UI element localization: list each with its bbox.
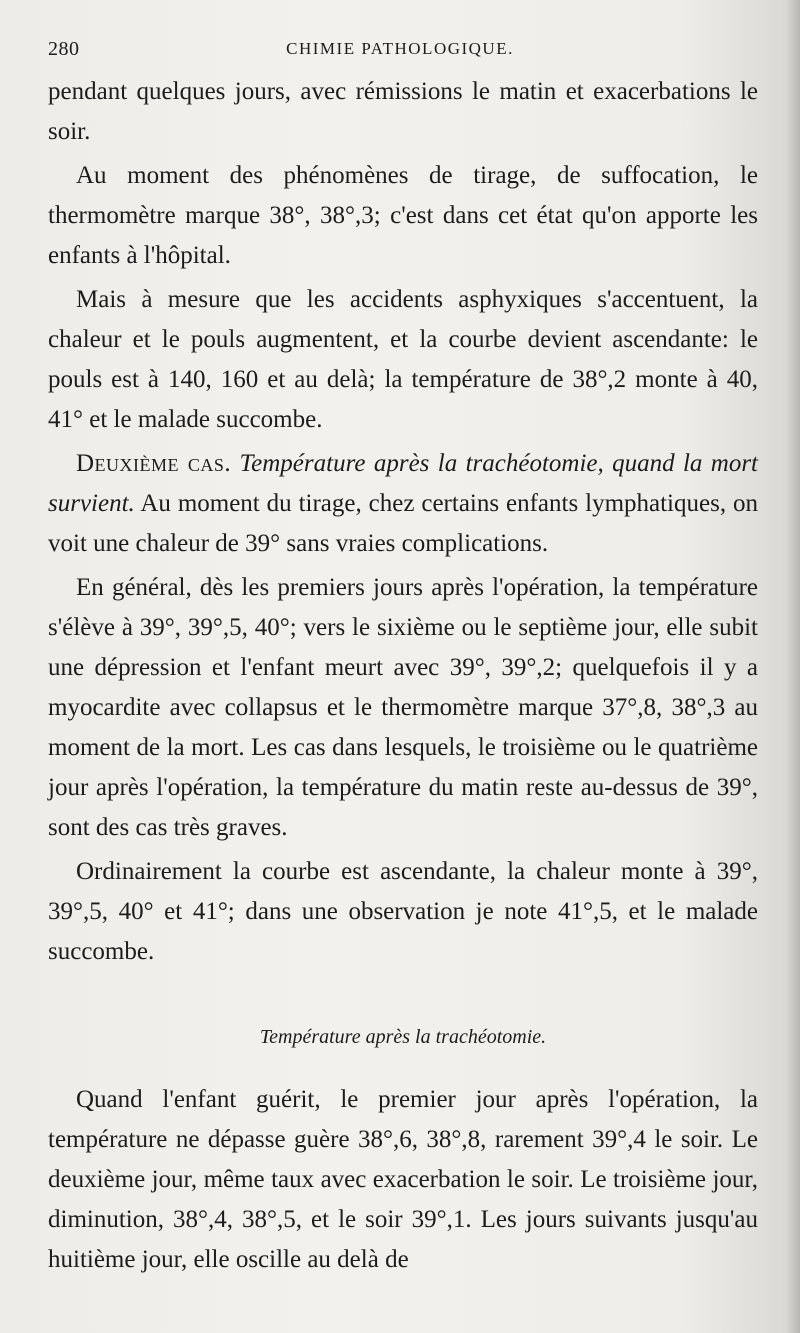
paragraph-en-general: En général, dès les premiers jours après l'opération, la température s'élève à 39°, 39°,5, 40°; vers le sixième ou le septième jour, elle subit une dépression et l'enfant meurt avec 39°, 39°,2; quelquefois il y a myocardite avec collapsus et le thermomètre marque 37°,8, 38°,3 au moment de la mort. Les cas dans lesquels, le troisième ou le quatrième jour après l'opération, la température du matin reste au-dessus de 39°, sont des cas très graves. — [48, 574, 758, 841]
paragraph-guerison: Quand l'enfant guérit, le premier jour après l'opération, la température ne dépasse guère 38°,6, 38°,8, rarement 39°,4 le soir. Le deuxième jour, même taux avec exacerbation le soir. Le troisième jour, diminution, 38°,4, 38°,5, et le soir 39°,1. Les jours suivants jusqu'au huitième jour, elle oscille au delà de — [48, 1086, 758, 1273]
section-subheading: Température après la trachéotomie. — [259, 1026, 547, 1048]
paragraph-ordinairement: Ordinairement la courbe est ascendante, la chaleur monte à 39°, 39°,5, 40° et 41°; dans une observation je note 41°,5, et le malade succombe. — [48, 858, 758, 965]
page-edge-shadow — [786, 0, 800, 1333]
page-header — [48, 38, 752, 68]
paragraph-asphyxie: Mais à mesure que les accidents asphyxiques s'accentuent, la chaleur et le pouls augmentent, et la courbe devient ascendante: le pouls est à 140, 160 et au delà; la température de 38°,2 monte à 40, 41° et le malade succombe. — [48, 286, 758, 433]
paragraph-continuation: pendant quelques jours, avec rémissions le matin et exacerbations le soir. — [48, 78, 758, 145]
case-lead: Deuxième cas. — [76, 450, 232, 477]
running-head: CHIMIE PATHOLOGIQUE. — [286, 39, 514, 58]
page-body — [48, 72, 758, 1280]
page-number: 280 — [48, 38, 80, 60]
paragraph-tirage: Au moment des phénomènes de tirage, de suffocation, le thermomètre marque 38°, 38°,3; c'est dans cet état qu'on apporte les enfants à l'hôpital. — [48, 162, 758, 269]
case-title: Température après la trachéotomie, quand la mort survient. — [48, 450, 758, 517]
paragraph-deuxieme-cas — [48, 444, 758, 564]
case-text: Au moment du tirage, chez certains enfants lymphatiques, on voit une chaleur de 39° sans vraies complications. — [48, 490, 758, 557]
